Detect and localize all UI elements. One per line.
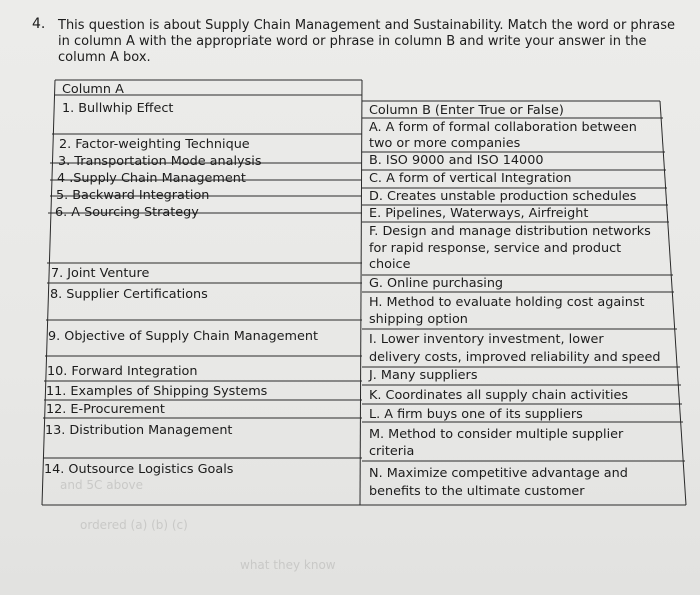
column-b-line: criteria (369, 444, 415, 459)
question-line-1: This question is about Supply Chain Management and Sustainability. Match the word or phrase (58, 18, 675, 33)
column-b-line: choice (369, 257, 411, 272)
column-b-line: K. Coordinates all supply chain activities (369, 388, 629, 403)
column-a-item-13: 13. Distribution Management (45, 423, 233, 438)
column-a-item-12: 12. E-Procurement (46, 402, 165, 417)
column-b-line: I. Lower inventory investment, lower (369, 332, 604, 347)
column-b-line: E. Pipelines, Waterways, Airfreight (369, 206, 589, 221)
column-b-line: G. Online purchasing (369, 276, 504, 291)
column-b-line: F. Design and manage distribution networks (369, 224, 651, 239)
grid-line (660, 101, 686, 505)
column-a-item-3: 3. Transportation Mode analysis (58, 154, 262, 169)
column-b-line: H. Method to evaluate holding cost against (369, 295, 645, 310)
bleed-text: ordered (a) (b) (c) (80, 518, 188, 532)
column-b-line: delivery costs, improved reliability and speed (369, 350, 661, 365)
column-a-item-11: 11. Examples of Shipping Systems (46, 384, 268, 399)
column-b-line: C. A form of vertical Integration (369, 171, 572, 186)
question-line-3: column A box. (58, 50, 151, 65)
column-b-line: A. A form of formal collaboration between (369, 120, 637, 135)
column-b-line: benefits to the ultimate customer (369, 484, 585, 499)
bleed-text: and 5C above (60, 478, 144, 492)
column-a-item-9: 9. Objective of Supply Chain Management (48, 329, 319, 344)
column-b-line: B. ISO 9000 and ISO 14000 (369, 153, 544, 168)
column-a-header: Column A (62, 82, 124, 97)
column-a-item-1: 1. Bullwhip Effect (62, 101, 174, 116)
column-b-line: for rapid response, service and product (369, 241, 622, 256)
column-b-line: D. Creates unstable production schedules (369, 189, 637, 204)
column-a-item-14: 14. Outsource Logistics Goals (44, 462, 234, 477)
column-b-line: L. A firm buys one of its suppliers (369, 407, 583, 422)
grid-line (360, 80, 362, 505)
column-a-item-2: 2. Factor-weighting Technique (59, 137, 250, 152)
column-a-item-6: 6. A Sourcing Strategy (55, 205, 199, 220)
column-b-line: M. Method to consider multiple supplier (369, 427, 624, 442)
column-b-line: J. Many suppliers (369, 368, 478, 383)
question-line-2: in column A with the appropriate word or phrase in column B and write your answer in the (58, 34, 647, 49)
column-a-item-5: 5. Backward Integration (56, 188, 210, 203)
column-b-header: Column B (Enter True or False) (369, 103, 564, 118)
bleed-text: what they know (240, 558, 336, 572)
column-a-item-10: 10. Forward Integration (47, 364, 198, 379)
column-a-item-4: 4 .Supply Chain Management (57, 171, 246, 186)
column-a-item-7: 7. Joint Venture (51, 266, 150, 281)
column-b-line: two or more companies (369, 136, 521, 151)
column-b-line: N. Maximize competitive advantage and (369, 466, 628, 481)
question-text (58, 18, 675, 66)
column-b-line: shipping option (369, 312, 468, 327)
column-a-item-8: 8. Supplier Certifications (50, 287, 208, 302)
question-number: 4. (32, 16, 46, 32)
